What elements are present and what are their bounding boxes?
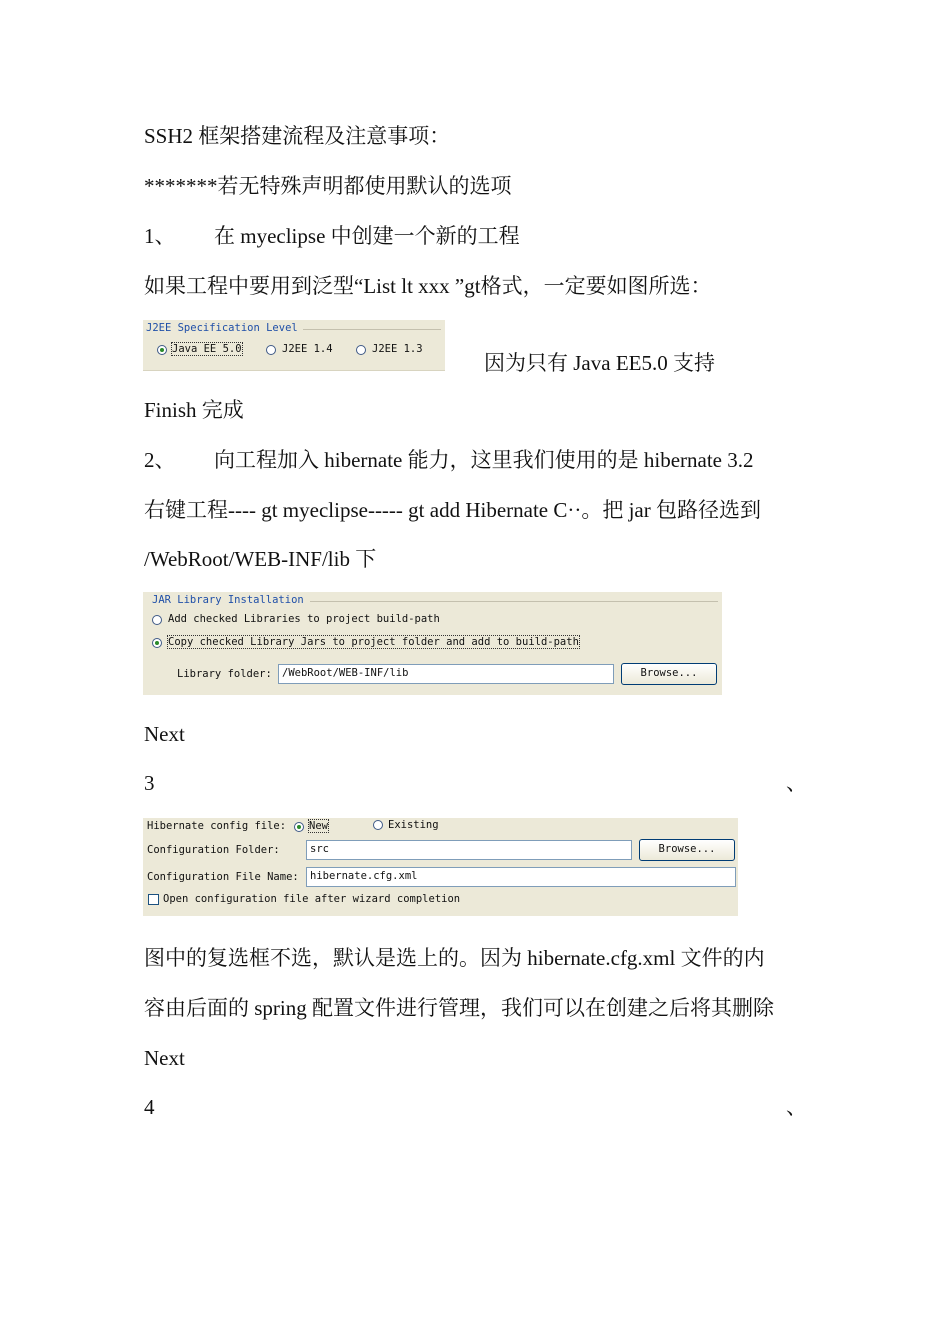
open-config-checkbox[interactable] <box>148 894 159 905</box>
j2ee-1-4-radio[interactable] <box>266 345 276 355</box>
j2ee-group-title: J2EE Specification Level <box>146 322 298 334</box>
step2-lib-path: /WebRoot/WEB-INF/lib 下 <box>144 547 377 571</box>
step1-text: 在 myeclipse 中创建一个新的工程 <box>214 224 520 248</box>
step2-path-text: 右键工程---- gt myeclipse----- gt add Hibernate C··。把 jar 包路径选到 <box>144 498 761 522</box>
step3-number: 3 <box>144 771 155 795</box>
doc-title: SSH2 框架搭建流程及注意事项： <box>144 124 451 148</box>
step2-number: 2、 <box>144 448 176 472</box>
step4-mark: 、 <box>786 1095 807 1119</box>
step1-heading <box>144 223 520 249</box>
config-file-label: Hibernate config file: <box>147 820 287 832</box>
library-folder-label: Library folder: <box>177 668 272 680</box>
add-libraries-radio[interactable] <box>152 615 162 625</box>
config-browse-button[interactable]: Browse... <box>639 839 735 861</box>
jar-group-title: JAR Library Installation <box>152 594 304 606</box>
next-text-1: Next <box>144 722 185 746</box>
cfg-note-line2: 容由后面的 spring 配置文件进行管理，我们可以在创建之后将其删除 <box>144 996 774 1020</box>
new-config-label[interactable]: New <box>309 820 328 832</box>
default-options-note: *******若无特殊声明都使用默认的选项 <box>144 174 512 198</box>
browse-button[interactable]: Browse... <box>621 663 717 685</box>
config-folder-field[interactable]: src <box>306 840 632 860</box>
j2ee-1-3-label[interactable]: J2EE 1.3 <box>372 343 423 355</box>
new-config-radio[interactable] <box>294 822 304 832</box>
next-text-2: Next <box>144 1046 185 1070</box>
j2ee-1-3-radio[interactable] <box>356 345 366 355</box>
generic-requirement-text: 如果工程中要用到泛型“List lt xxx ”gt格式，一定要如图所选： <box>144 274 712 298</box>
j2ee-1-4-label[interactable]: J2EE 1.4 <box>282 343 333 355</box>
config-file-name-label: Configuration File Name: <box>147 871 299 883</box>
config-file-name-field[interactable]: hibernate.cfg.xml <box>306 867 736 887</box>
hibernate-config-panel <box>143 818 738 916</box>
step4-number: 4 <box>144 1095 155 1119</box>
java-ee-5-radio[interactable] <box>157 345 167 355</box>
copy-jars-radio[interactable] <box>152 638 162 648</box>
copy-jars-label[interactable]: Copy checked Library Jars to project folder and add to build-path <box>168 636 579 648</box>
java-ee-5-label[interactable]: Java EE 5.0 <box>172 343 242 355</box>
step2-heading <box>144 447 754 473</box>
java-ee-reason: 因为只有 Java EE5.0 支持 <box>484 351 715 375</box>
step2-text: 向工程加入 hibernate 能力，这里我们使用的是 hibernate 3.2 <box>214 448 754 472</box>
step3-mark: 、 <box>786 771 807 795</box>
cfg-note-line1: 图中的复选框不选，默认是选上的。因为 hibernate.cfg.xml 文件的内 <box>144 946 765 970</box>
open-config-label[interactable]: Open configuration file after wizard completion <box>163 893 461 905</box>
add-libraries-label[interactable]: Add checked Libraries to project build-path <box>168 613 440 625</box>
existing-config-radio[interactable] <box>373 820 383 830</box>
finish-text: Finish 完成 <box>144 398 244 422</box>
group-divider <box>303 329 441 330</box>
library-folder-field[interactable]: /WebRoot/WEB-INF/lib <box>278 664 614 684</box>
step1-number: 1、 <box>144 224 176 248</box>
jar-library-panel <box>143 592 722 695</box>
config-folder-label: Configuration Folder: <box>147 844 280 856</box>
existing-config-label[interactable]: Existing <box>388 819 439 831</box>
group-divider <box>310 601 718 602</box>
j2ee-spec-panel <box>143 320 445 371</box>
